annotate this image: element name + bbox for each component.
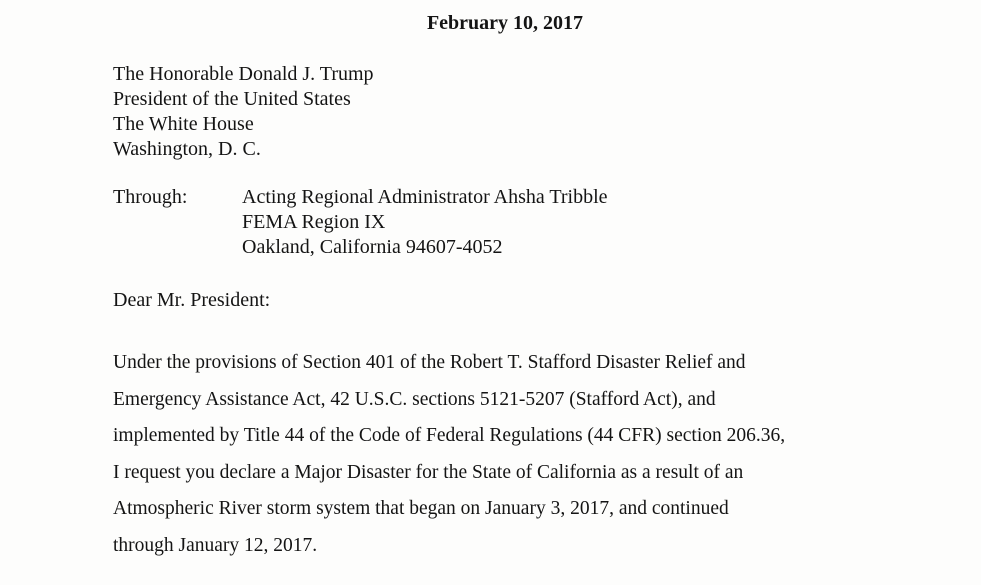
addressee-block	[113, 62, 374, 162]
body-line: through January 12, 2017.	[113, 534, 318, 556]
through-lines	[242, 185, 608, 260]
through-address: Oakland, California 94607-4052	[242, 236, 503, 258]
body-line: implemented by Title 44 of the Code of Federal Regulations (44 CFR) section 206.36,	[113, 425, 786, 447]
addressee-title: President of the United States	[113, 88, 351, 110]
body-paragraph	[113, 345, 785, 565]
body-line: Under the provisions of Section 401 of the Robert T. Stafford Disaster Relief and	[113, 352, 746, 373]
body-line: Atmospheric River storm system that began on January 3, 2017, and continued	[113, 498, 729, 520]
through-label: Through:	[113, 186, 188, 208]
addressee-city: Washington, D. C.	[113, 138, 261, 160]
letter-date: February 10, 2017	[426, 12, 584, 34]
through-office: FEMA Region IX	[242, 211, 386, 233]
addressee-location: The White House	[113, 113, 254, 135]
addressee-name: The Honorable Donald J. Trump	[113, 63, 374, 85]
body-line: I request you declare a Major Disaster for the State of California as a result of an	[113, 461, 744, 483]
body-line: Emergency Assistance Act, 42 U.S.C. sections 5121-5207 (Stafford Act), and	[113, 388, 716, 410]
salutation: Dear Mr. President:	[113, 289, 271, 311]
through-name: Acting Regional Administrator Ahsha Tribble	[242, 186, 608, 208]
